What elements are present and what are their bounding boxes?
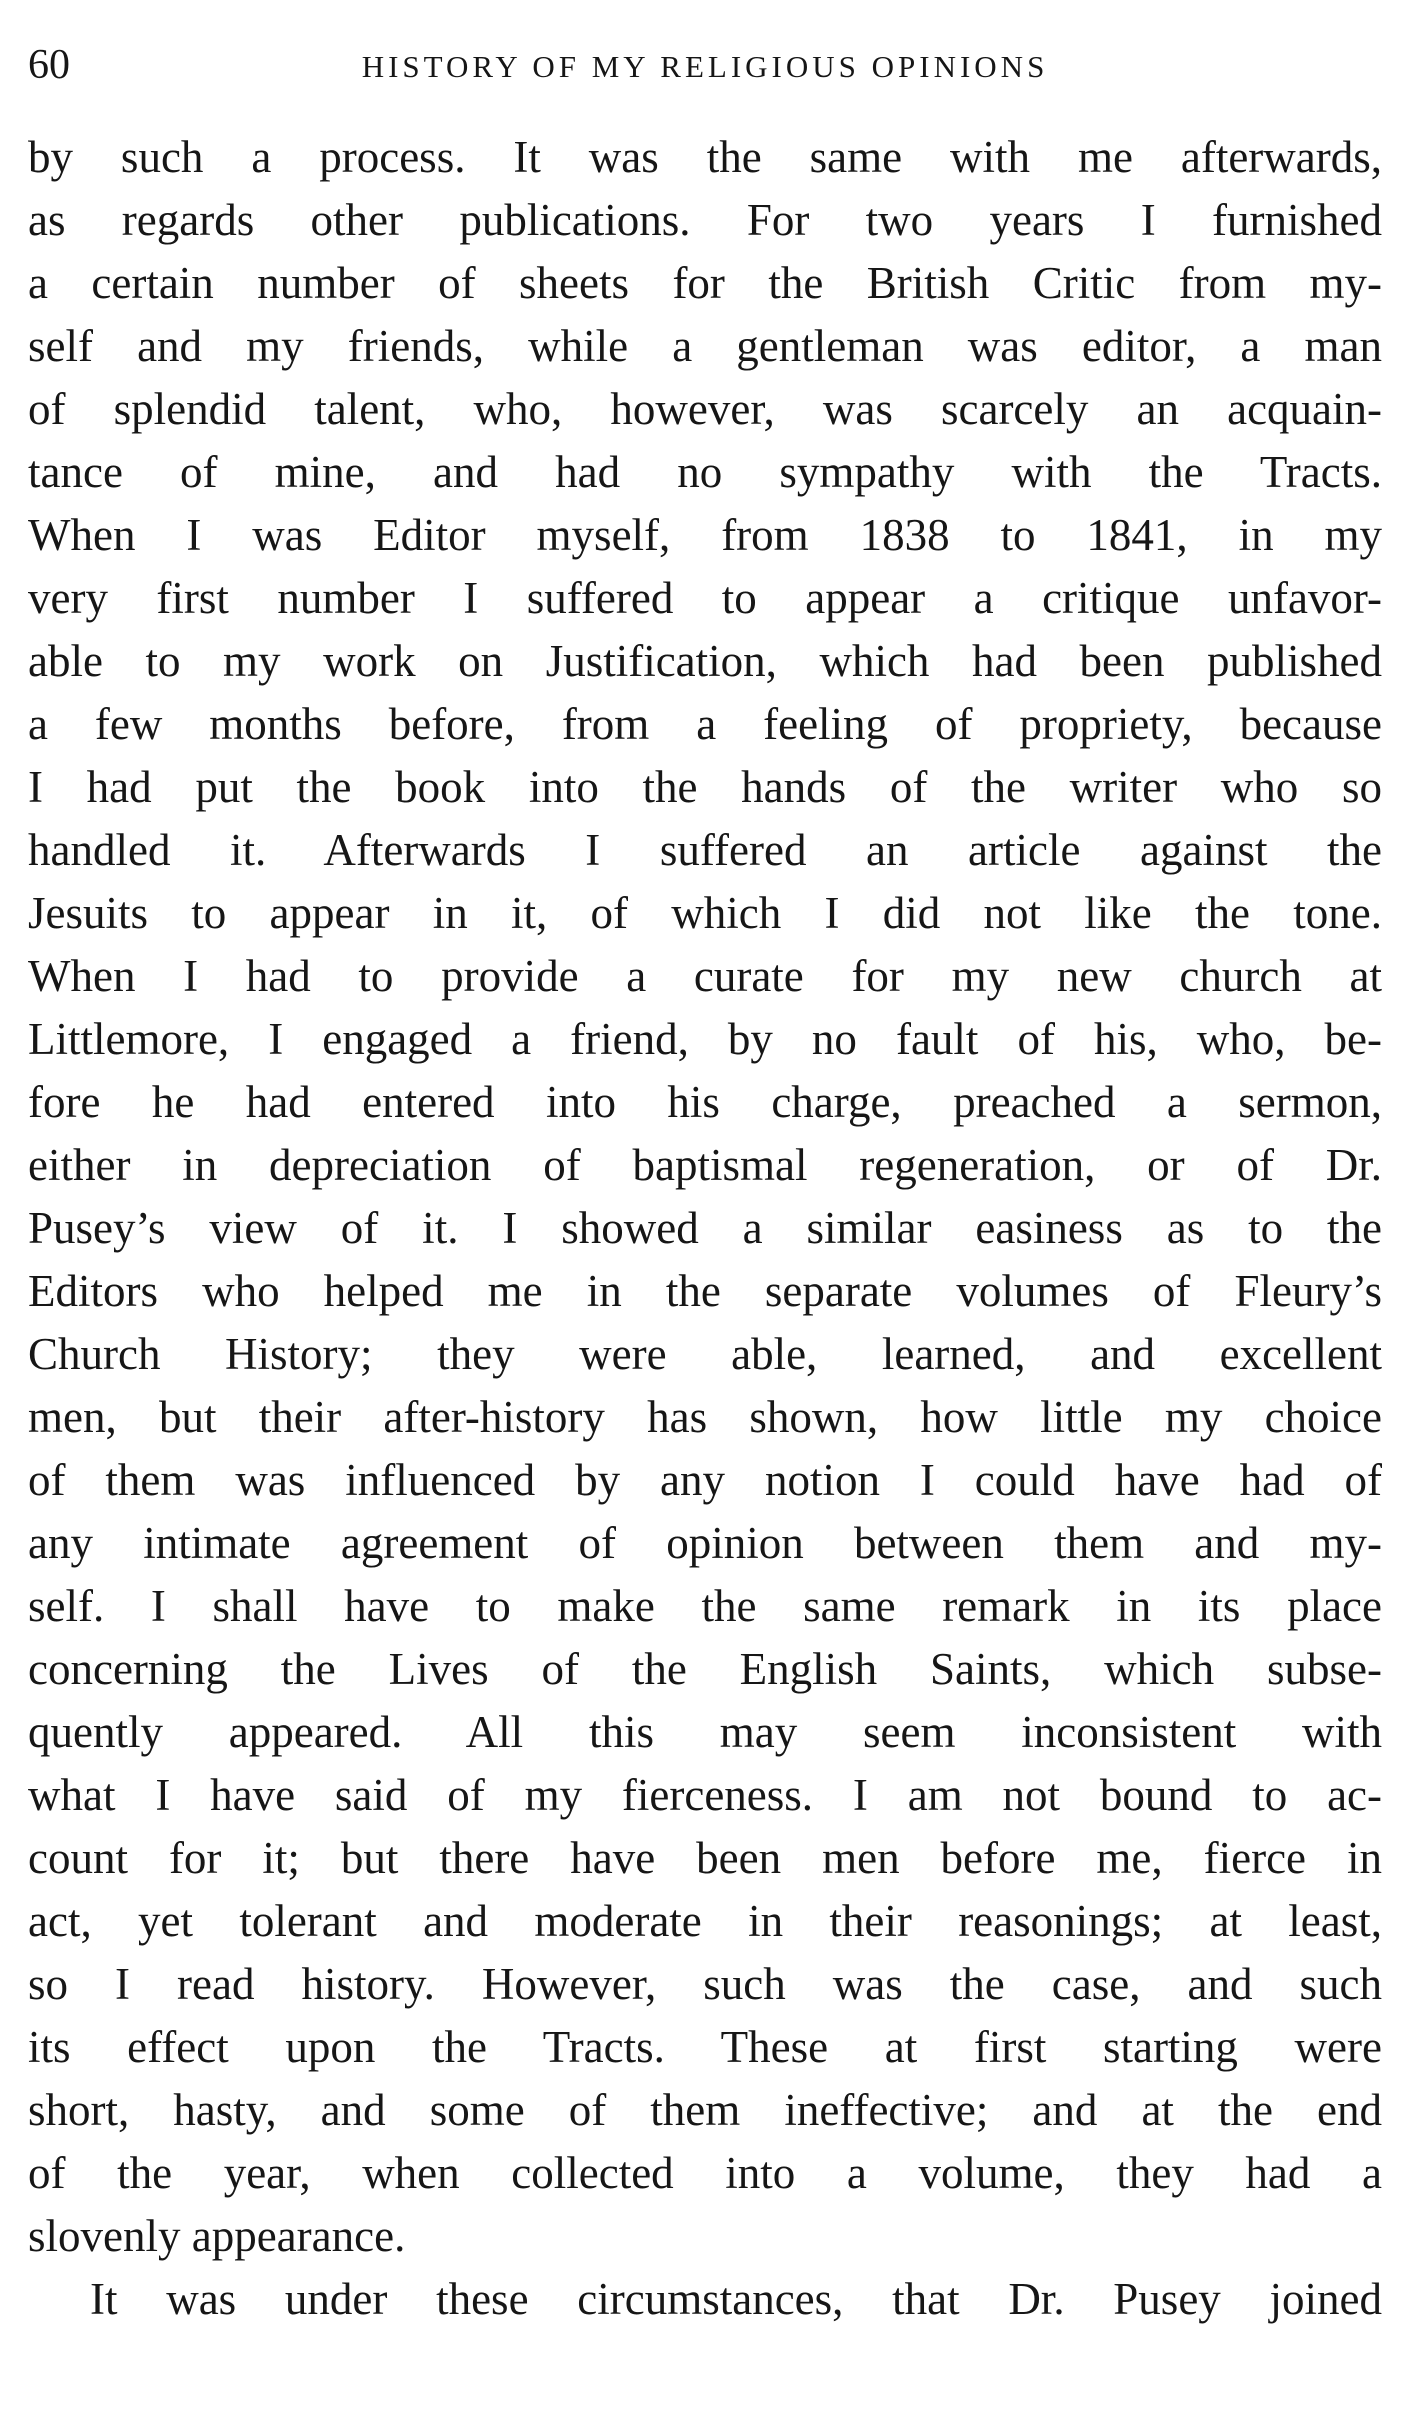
text-line: any intimate agreement of opinion between them and my- xyxy=(28,1518,1382,1568)
paragraph-start-line: It was under these circumstances, that Dr. Pusey joined xyxy=(90,2274,1382,2324)
text-line: tance of mine, and had no sympathy with the Tracts. xyxy=(28,447,1382,497)
text-line: Church History; they were able, learned, and excellent xyxy=(28,1329,1382,1379)
running-title: HISTORY OF MY RELIGIOUS OPINIONS xyxy=(361,49,1049,84)
text-line: Littlemore, I engaged a friend, by no fault of his, who, be- xyxy=(28,1014,1382,1064)
paragraph-end-line: slovenly appearance. xyxy=(28,2211,406,2261)
text-line: of splendid talent, who, however, was scarcely an acquain- xyxy=(28,384,1382,434)
text-line: When I was Editor myself, from 1838 to 1841, in my xyxy=(28,510,1382,560)
text-line: what I have said of my fierceness. I am not bound to ac- xyxy=(28,1770,1382,1820)
page-header xyxy=(28,40,1382,90)
text-line: as regards other publications. For two years I furnished xyxy=(28,195,1382,245)
text-line: of the year, when collected into a volume, they had a xyxy=(28,2148,1382,2198)
text-line: self. I shall have to make the same remark in its place xyxy=(28,1581,1382,1631)
text-line: Editors who helped me in the separate volumes of Fleury’s xyxy=(28,1266,1382,1316)
text-line: handled it. Afterwards I suffered an article against the xyxy=(28,825,1382,875)
text-line: quently appeared. All this may seem inconsistent with xyxy=(28,1707,1382,1757)
text-line: I had put the book into the hands of the writer who so xyxy=(28,762,1382,812)
text-line: When I had to provide a curate for my new church at xyxy=(28,951,1382,1001)
text-line: self and my friends, while a gentleman was editor, a man xyxy=(28,321,1382,371)
text-line: able to my work on Justification, which had been published xyxy=(28,636,1382,686)
text-line: a certain number of sheets for the British Critic from my- xyxy=(28,258,1382,308)
text-line: so I read history. However, such was the case, and such xyxy=(28,1959,1382,2009)
text-line: Jesuits to appear in it, of which I did not like the tone. xyxy=(28,888,1382,938)
text-line: its effect upon the Tracts. These at first starting were xyxy=(28,2022,1382,2072)
text-line: a few months before, from a feeling of propriety, because xyxy=(28,699,1382,749)
text-line: men, but their after-history has shown, how little my choice xyxy=(28,1392,1382,1442)
text-line: concerning the Lives of the English Saints, which subse- xyxy=(28,1644,1382,1694)
page-number: 60 xyxy=(28,42,70,88)
text-line: count for it; but there have been men before me, fierce in xyxy=(28,1833,1382,1883)
text-line: Pusey’s view of it. I showed a similar easiness as to the xyxy=(28,1203,1382,1253)
text-line: fore he had entered into his charge, preached a sermon, xyxy=(28,1077,1382,1127)
text-line: either in depreciation of baptismal regeneration, or of Dr. xyxy=(28,1140,1382,1190)
text-line: by such a process. It was the same with me afterwards, xyxy=(28,132,1382,182)
text-line: of them was influenced by any notion I could have had of xyxy=(28,1455,1382,1505)
text-line: very first number I suffered to appear a critique unfavor- xyxy=(28,573,1382,623)
text-line: act, yet tolerant and moderate in their reasonings; at least, xyxy=(28,1896,1382,1946)
text-line: short, hasty, and some of them ineffective; and at the end xyxy=(28,2085,1382,2135)
